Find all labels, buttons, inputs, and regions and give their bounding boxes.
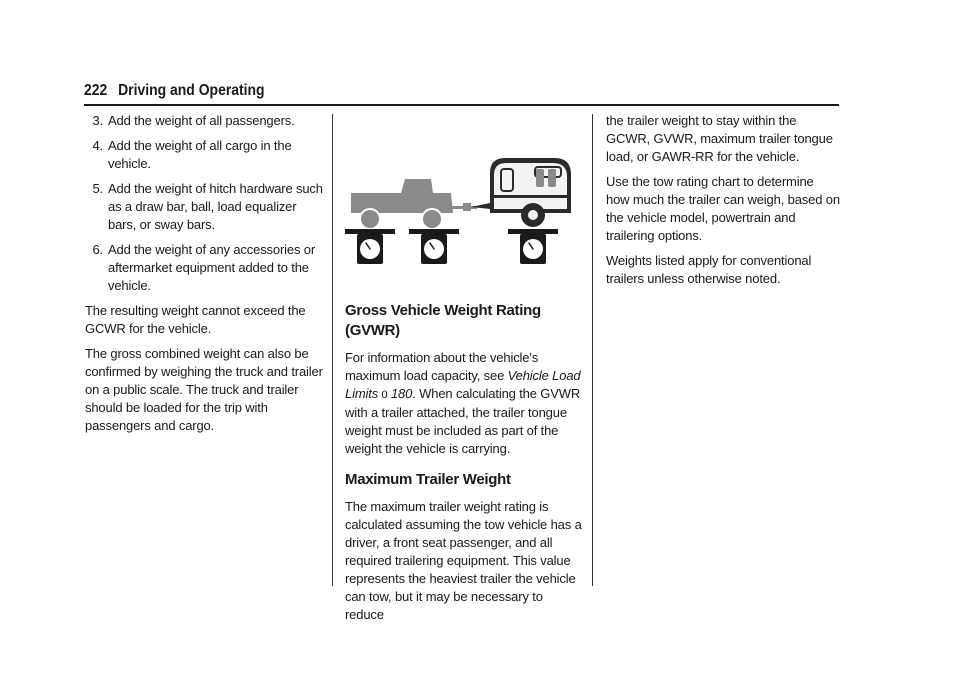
list-item: 5. Add the weight of hitch hardware such as a draw bar, ball, load equalizer bars, or sway bars.: [92, 181, 323, 232]
resulting-weight-paragraph: The resulting weight cannot exceed the GCWR for the vehicle.: [85, 303, 306, 336]
vehicle-load-limits-link[interactable]: Vehicle Load Limits: [345, 368, 581, 401]
max-trailer-weight-paragraph: The maximum trailer weight rating is calculated assuming the tow vehicle has a driver, a front seat passenger, and all required trailering equipment. This value represents the heaviest trailer the vehicle can tow, but it may be necessary to reduce: [345, 499, 582, 622]
column-divider-2: [592, 114, 593, 586]
trailer-weight-continuation: the trailer weight to stay within the GCWR, GVWR, maximum trailer tongue load, or GAWR-RR for the vehicle.: [606, 113, 833, 164]
xref-page-number[interactable]: 180: [390, 386, 413, 401]
column-2: [345, 113, 585, 631]
tow-rating-chart-paragraph: Use the tow rating chart to determine how much the trailer can weigh, based on the vehicle model, powertrain and trailering options.: [606, 174, 840, 243]
section-title: Driving and Operating: [118, 82, 265, 99]
xref-arrow-icon: 0: [381, 389, 388, 401]
page-header: [84, 82, 764, 106]
gvwr-paragraph: For information about the vehicle's maximum load capacity, see Vehicle Load Limits 0 180. When calculating the GVWR with a trailer attached, the trailer tongue weight must be included as part of the weight the vehicle is carrying.: [345, 350, 581, 456]
header-rule: [84, 104, 839, 106]
max-trailer-weight-heading: Maximum Trailer Weight: [345, 471, 511, 488]
list-item: 6. Add the weight of any accessories or aftermarket equipment added to the vehicle.: [92, 242, 316, 293]
gvwr-heading: Gross Vehicle Weight Rating (GVWR): [345, 302, 541, 339]
list-item: 3. Add the weight of all passengers.: [92, 113, 295, 128]
truck-trailer-scales-icon: [345, 113, 577, 283]
list-item: 4. Add the weight of all cargo in the vehicle.: [92, 138, 292, 171]
public-scale-paragraph: The gross combined weight can also be confirmed by weighing the truck and trailer on a public scale. The truck and trailer should be loaded for the trip with passengers and cargo.: [85, 346, 323, 433]
page-number: 222: [84, 82, 108, 99]
column-divider-1: [332, 114, 333, 586]
column-1: [85, 112, 325, 442]
weight-steps-list: [85, 112, 325, 295]
column-3: [606, 112, 840, 295]
conventional-trailers-paragraph: Weights listed apply for conventional trailers unless otherwise noted.: [606, 253, 812, 286]
